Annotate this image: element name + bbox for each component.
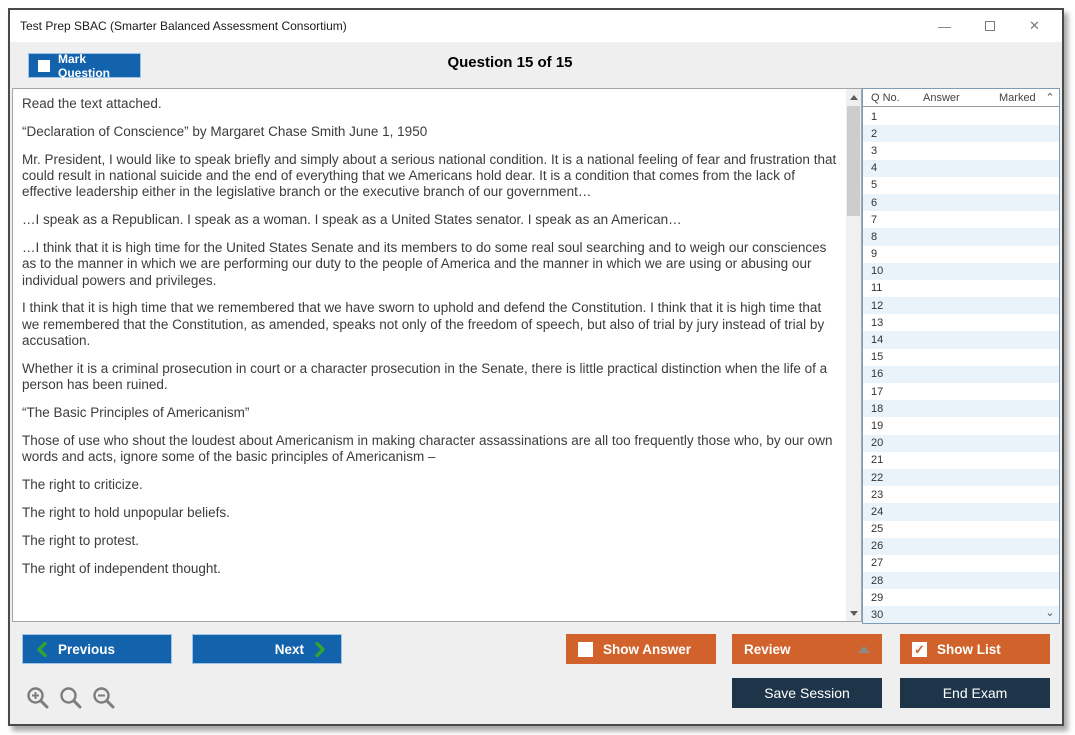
table-row[interactable] bbox=[863, 606, 1059, 623]
table-row[interactable] bbox=[863, 452, 1059, 469]
table-row[interactable] bbox=[863, 521, 1059, 538]
passage-paragraph: The right of independent thought. bbox=[22, 560, 221, 576]
table-row[interactable] bbox=[863, 108, 1059, 125]
table-row[interactable] bbox=[863, 142, 1059, 159]
cell-qno: 9 bbox=[871, 248, 878, 261]
passage-paragraph: Read the text attached. bbox=[22, 96, 162, 111]
column-header-qno: Q No. bbox=[871, 91, 900, 104]
list-scroll-up-icon[interactable]: ⌃ bbox=[1045, 92, 1055, 104]
passage-paragraph: I think that it is high time that we remembered that we have sworn to uphold and defend the Constitution. I think that it is high time that we remembered that the Constitution, as amended, speaks not only of the freedom of speech, but also of trial by jury instead of trial by accusation. bbox=[22, 300, 825, 349]
maximize-icon bbox=[985, 21, 995, 31]
passage-paragraph: The right to criticize. bbox=[22, 477, 143, 493]
close-icon: ✕ bbox=[1029, 18, 1040, 33]
cell-qno: 3 bbox=[871, 144, 878, 157]
scroll-down-icon[interactable] bbox=[846, 605, 861, 621]
cell-qno: 19 bbox=[871, 419, 884, 432]
table-row[interactable] bbox=[863, 589, 1059, 606]
table-row[interactable] bbox=[863, 211, 1059, 228]
next-button[interactable] bbox=[192, 634, 342, 664]
cell-qno: 16 bbox=[871, 368, 884, 381]
save-session-label: Save Session bbox=[764, 685, 850, 701]
cell-qno: 18 bbox=[871, 402, 884, 415]
cell-qno: 4 bbox=[871, 162, 878, 175]
passage-paragraph: “The Basic Principles of Americanism” bbox=[22, 405, 250, 421]
table-row[interactable] bbox=[863, 572, 1059, 589]
cell-qno: 13 bbox=[871, 316, 884, 329]
table-row[interactable] bbox=[863, 435, 1059, 452]
passage-text bbox=[13, 89, 846, 621]
passage-scrollbar[interactable] bbox=[846, 89, 861, 621]
table-row[interactable] bbox=[863, 349, 1059, 366]
cell-qno: 17 bbox=[871, 385, 884, 398]
cell-qno: 26 bbox=[871, 540, 884, 553]
cell-qno: 14 bbox=[871, 334, 884, 347]
cell-qno: 25 bbox=[871, 523, 884, 536]
show-answer-checkbox[interactable] bbox=[578, 642, 593, 657]
cell-qno: 21 bbox=[871, 454, 884, 467]
cell-qno: 28 bbox=[871, 574, 884, 587]
passage-paragraph: The right to hold unpopular beliefs. bbox=[22, 504, 230, 520]
passage-paragraph: “Declaration of Conscience” by Margaret Chase Smith June 1, 1950 bbox=[22, 123, 428, 139]
show-list-label: Show List bbox=[937, 641, 1001, 657]
table-row[interactable] bbox=[863, 280, 1059, 297]
table-row[interactable] bbox=[863, 538, 1059, 555]
minimize-button[interactable] bbox=[922, 10, 967, 42]
window-controls bbox=[922, 10, 1057, 42]
table-row[interactable] bbox=[863, 400, 1059, 417]
cell-qno: 12 bbox=[871, 299, 884, 312]
passage-paragraph: The right to protest. bbox=[22, 532, 140, 548]
show-answer-button[interactable] bbox=[566, 634, 716, 664]
passage-paragraph: Those of use who shout the loudest about Americanism in making character assassinations are all too frequently those who, by our own words and acts, ignore some of the basic principles of Americanism – bbox=[22, 432, 833, 465]
passage-paragraph: …I speak as a Republican. I speak as a woman. I speak as a United States senator. I speak as an American… bbox=[22, 212, 682, 228]
cell-qno: 20 bbox=[871, 437, 884, 450]
cell-qno: 29 bbox=[871, 591, 884, 604]
cell-qno: 8 bbox=[871, 230, 878, 243]
passage-paragraph: Whether it is a criminal prosecution in court or a character prosecution in the Senate, there is little practical distinction when the life of a person has been ruined. bbox=[22, 360, 828, 393]
passage-paragraph: …I think that it is high time for the United States Senate and its members to do some real soul searching and to weigh our consciences as to the manner in which we are performing our duty to the people of America and the manner in which we are using or abusing our individual powers and privileges. bbox=[22, 239, 827, 288]
end-exam-button[interactable] bbox=[900, 678, 1050, 708]
question-list-header bbox=[863, 89, 1059, 107]
passage-panel bbox=[12, 88, 862, 622]
table-row[interactable] bbox=[863, 366, 1059, 383]
show-list-checkbox[interactable] bbox=[912, 642, 927, 657]
previous-label: Previous bbox=[58, 641, 116, 657]
previous-button[interactable] bbox=[22, 634, 172, 664]
mark-question-label: Mark Question bbox=[58, 51, 111, 80]
review-dropdown[interactable] bbox=[732, 634, 882, 664]
end-exam-label: End Exam bbox=[942, 685, 1008, 701]
table-row[interactable] bbox=[863, 297, 1059, 314]
table-row[interactable] bbox=[863, 331, 1059, 348]
cell-qno: 11 bbox=[871, 282, 883, 295]
passage-paragraph: Mr. President, I would like to speak briefly and simply about a serious national condition. It is a national feeling of fear and frustration that could result in national suicide and the end of everything that we Americans hold dear. It is a condition that comes from the lack of effective leadership either in the legislative branch or the executive branch of our government… bbox=[22, 151, 837, 200]
zoom-in-icon[interactable] bbox=[26, 686, 50, 710]
show-answer-label: Show Answer bbox=[603, 641, 692, 657]
next-label: Next bbox=[274, 641, 304, 657]
table-row[interactable] bbox=[863, 125, 1059, 142]
table-row[interactable] bbox=[863, 469, 1059, 486]
table-row[interactable] bbox=[863, 314, 1059, 331]
list-scroll-down-icon[interactable]: ⌄ bbox=[1045, 607, 1055, 619]
chevron-right-icon bbox=[315, 642, 325, 657]
cell-qno: 30 bbox=[871, 609, 884, 622]
cell-qno: 2 bbox=[871, 127, 878, 140]
cell-qno: 10 bbox=[871, 265, 884, 278]
cell-qno: 1 bbox=[871, 110, 878, 123]
title-bar bbox=[10, 10, 1062, 42]
table-row[interactable] bbox=[863, 228, 1059, 245]
minimize-icon: — bbox=[938, 18, 951, 34]
chevron-up-icon bbox=[858, 646, 870, 653]
column-header-marked: Marked bbox=[999, 91, 1036, 104]
cell-qno: 22 bbox=[871, 471, 884, 484]
header-band bbox=[10, 42, 1062, 88]
zoom-tools bbox=[26, 686, 116, 710]
chevron-left-icon bbox=[37, 642, 47, 657]
table-row[interactable] bbox=[863, 194, 1059, 211]
question-list-panel bbox=[862, 88, 1060, 624]
save-session-button[interactable] bbox=[732, 678, 882, 708]
scroll-up-icon[interactable] bbox=[846, 89, 861, 105]
scrollbar-thumb[interactable] bbox=[847, 106, 860, 216]
zoom-out-icon[interactable] bbox=[92, 686, 116, 710]
show-list-button[interactable] bbox=[900, 634, 1050, 664]
maximize-button[interactable] bbox=[967, 10, 1012, 42]
table-row[interactable] bbox=[863, 503, 1059, 520]
cell-qno: 6 bbox=[871, 196, 878, 209]
cell-qno: 24 bbox=[871, 505, 884, 518]
check-icon: ✓ bbox=[914, 641, 925, 657]
table-row[interactable] bbox=[863, 486, 1059, 503]
table-row[interactable] bbox=[863, 417, 1059, 434]
cell-qno: 5 bbox=[871, 179, 878, 192]
table-row[interactable] bbox=[863, 383, 1059, 400]
table-row[interactable] bbox=[863, 263, 1059, 280]
table-row[interactable] bbox=[863, 177, 1059, 194]
table-row[interactable] bbox=[863, 555, 1059, 572]
close-button[interactable] bbox=[1012, 10, 1057, 42]
magnifier-icon[interactable] bbox=[59, 686, 83, 710]
question-list-rows bbox=[863, 108, 1059, 623]
app-window bbox=[8, 8, 1064, 726]
window-title: Test Prep SBAC (Smarter Balanced Assessment Consortium) bbox=[20, 19, 347, 33]
cell-qno: 23 bbox=[871, 488, 884, 501]
question-counter: Question 15 of 15 bbox=[447, 54, 573, 71]
cell-qno: 27 bbox=[871, 557, 884, 570]
review-label: Review bbox=[744, 641, 791, 657]
table-row[interactable] bbox=[863, 246, 1059, 263]
cell-qno: 7 bbox=[871, 213, 878, 226]
table-row[interactable] bbox=[863, 160, 1059, 177]
cell-qno: 15 bbox=[871, 351, 884, 364]
column-header-answer: Answer bbox=[923, 91, 960, 104]
